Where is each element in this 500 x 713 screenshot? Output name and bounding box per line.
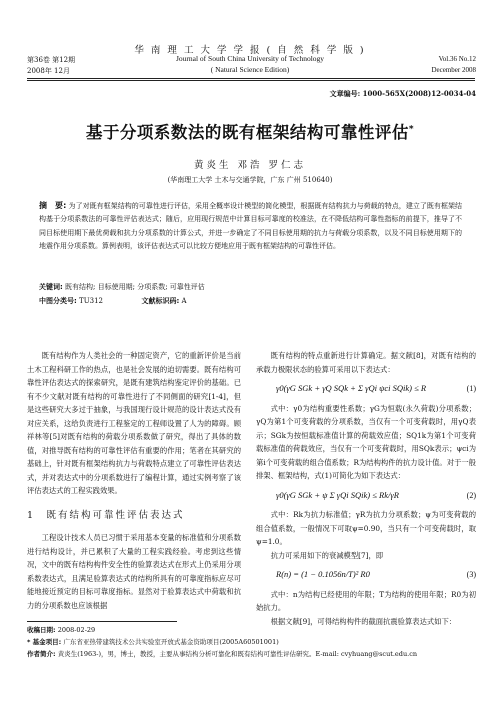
fund-label: * 基金项目: — [27, 638, 62, 646]
abstract-label: 摘 要: — [39, 201, 67, 210]
title-footnote-mark: * — [408, 124, 415, 135]
date-en: December 2008 — [431, 66, 476, 74]
footnote-fund — [27, 637, 475, 648]
right-paragraph-6: 根据文献[9]，可得结构构件的截面抗震验算表达式如下： — [270, 616, 457, 626]
left-column — [27, 349, 241, 612]
intro-paragraph: 既有结构作为人类社会的一种固定资产，它的重新评价是当前土木工程科研工作的热点，也是社会发展的迫切需要。既有结构可靠性评估表达式的探索研究，是既有建筑结构鉴定评价的基础。已有不少文献对既有结构的可靠性进行了不同侧面的研究[1-4]，但是这些研究大多过于抽象，与我国现行设计规范的设计表达式没有对应关系，这给负责进行工程鉴定的工程师设置了人为的障碍。顾祥林等[5]对既有结构的荷载分项系数做了研究，得出了具体的数值，对推导既有结构的可靠性评估有重要的作用；笔者在其研究的基础上，针对既有框架结构抗力与荷载特点建立了可靠性评估表达式，并对表达式中的分项系数进行了编程计算，通过实例考察了该评估表达式的工程实践效果。 — [27, 351, 241, 495]
abstract-text: 为了对既有框架结构的可靠性进行评估，采用全概率设计模型的简化模型，根据既有结构抗力与荷载的特点，建立了既有框架结构基于分项系数法的可靠性评估表达式；随后，应用现行规范中计算目标可靠度的校准法，在不降低结构可靠性指标的前提下，推导了不同目标使用期下最优荷载和抗力分项系数的计算公式，并进一步确定了不同目标使用期的抗力与荷载分项系数，以及不同目标使用期下的地震作用分项系数。算例表明，该评估表达式可以比较方便地应用于既有框架结构的可靠性评估。 — [39, 202, 463, 251]
equation-1-number: (1) — [466, 384, 476, 393]
paper-title — [0, 119, 500, 143]
volume-cn: 第36卷 第12期 — [27, 56, 76, 64]
journal-name-en: Journal of South China University of Technology — [175, 54, 325, 63]
equation-1-body: γ0(γG SGk + γQ SQk + Σ γQi ψci SQik) ≤ R — [276, 383, 427, 393]
affiliation: (华南理工大学 土木与交通学院，广东 广州 510640) — [167, 176, 333, 184]
journal-name-cn: 华 南 理 工 大 学 学 报 ( 自 然 科 学 版 ) — [134, 45, 366, 56]
keywords-text: 既有结构; 目标使用期; 分项系数; 可靠性评估 — [65, 283, 205, 291]
equation-2 — [256, 489, 476, 503]
author-bio-label: 作者简介: — [27, 650, 56, 658]
journal-name-en-sub: ( Natural Science Edition) — [210, 65, 290, 74]
footnote-received — [27, 625, 475, 636]
right-paragraph-5: 式中：n为结构已经使用的年限；T为结构的使用年限；R0为初始抗力。 — [256, 589, 476, 612]
received-date: 2008-02-29 — [57, 626, 96, 634]
volume-en: Vol.36 No.12 — [438, 55, 476, 63]
section-heading-1: 1 既有结构可靠性评估表达式 — [27, 509, 185, 521]
equation-3 — [256, 568, 476, 582]
classification — [39, 296, 187, 306]
article-number: 文章编号: 1000-565X(2008)12-0034-04 — [329, 89, 476, 98]
authors: 黄炎生 邓浩 罗仁志 — [193, 160, 307, 171]
equation-2-body: γ0(γG SGk + ψ Σ γQi SQik) ≤ Rk/γR — [276, 489, 399, 500]
equation-1 — [256, 382, 476, 396]
clc-label: 中图分类号: — [39, 297, 77, 305]
received-label: 收稿日期: — [27, 626, 56, 634]
author-bio-text: 黄炎生(1963-)，男，博士，教授，主要从事结构分析可靠化和既有结构可靠性评估研究。E-mail: cvyhuang@scut.edu.cn — [57, 650, 418, 658]
section1-paragraph: 工程设计技术人员已习惯于采用基本变量的标准值和分项系数进行结构设计，并已累积了大量的工程实践经验。考虑到这些情况，文中的既有结构构件安全性的验算表达式在形式上仍采用分项系数表达式，且满足验算表达式的结构所具有的可靠度指标应尽可能地接近预定的目标可靠度指标。显然对于验算表达式中荷载和抗力的分项系数也应该根据 — [27, 533, 241, 610]
header-rule-thick — [27, 78, 475, 79]
abstract — [39, 199, 462, 254]
clc-value: TU312 — [79, 297, 103, 305]
keywords — [39, 282, 205, 292]
doc-code-value: A — [181, 297, 187, 305]
right-paragraph-4: 抗力可采用如下的衰减模型[7]，即 — [270, 550, 384, 560]
header-rule-thin — [27, 80, 475, 81]
fund-text: 广东省亚热带建筑技术公共实验室开放式基金资助项目(2005A60501001) — [63, 638, 279, 646]
footnote-rule — [27, 621, 177, 622]
right-paragraph-2: 式中：γ0为结构重要性系数；γG为恒载(永久荷载)分项系数；γQ为第1个可变荷载的分项系数，当仅有一个可变荷载时，用γQ表示；SGk为按恒载标准值计算的荷载效应值；SQ1k为第1个可变荷载标准值的荷载效应，当仅有一个可变荷载时，用SQk表示；ψci为第i个可变荷载的组合值系数；R为结构构件的抗力设计值。对于一般排架、框架结构，式(1)可简化为如下表达式： — [256, 403, 476, 480]
right-column — [256, 349, 476, 628]
doc-code-label: 文献标识码: — [141, 297, 180, 305]
right-paragraph-3: 式中：Rk为抗力标准值；γR为抗力分项系数；ψ为可变荷载的组合值系数，一般情况下可取ψ=0.90，当只有一个可变荷载时，取ψ=1.0。 — [256, 510, 476, 546]
date-cn: 2008年 12月 — [27, 67, 70, 75]
title-text: 基于分项系数法的既有框架结构可靠性评估 — [85, 123, 409, 142]
keywords-label: 关键词: — [39, 283, 63, 291]
footnote-author — [27, 649, 475, 660]
right-paragraph-1: 既有结构的特点重新进行计算确定。据文献[8]，对既有结构的承载力极限状态的验算可采用以下表达式： — [256, 351, 476, 374]
equation-3-number: (3) — [466, 570, 476, 579]
equation-2-number: (2) — [466, 490, 476, 500]
equation-3-body: R(n) = (1 − 0.1056n/T)² R0 — [276, 569, 370, 579]
